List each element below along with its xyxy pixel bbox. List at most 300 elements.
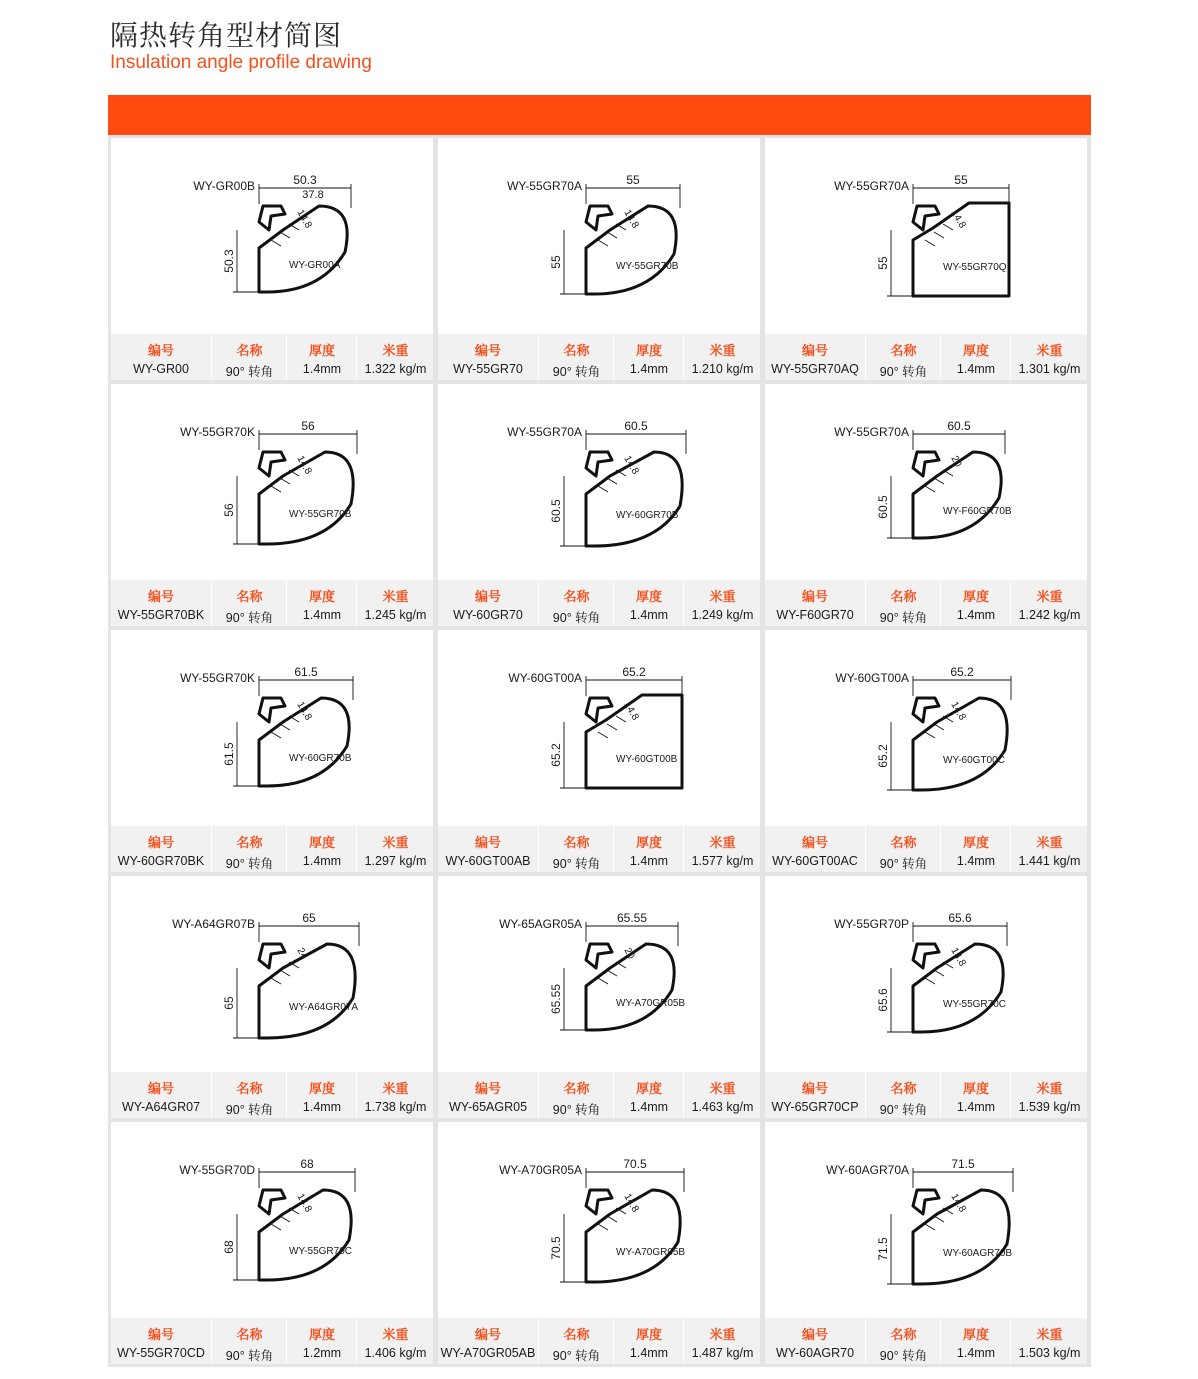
- spec-value-code: WY-60AGR70: [775, 1346, 855, 1360]
- spec-header: 厚度: [308, 344, 335, 359]
- spec-column: [940, 1318, 1011, 1364]
- spec-column: [286, 580, 357, 626]
- width-dimension-label: 55: [626, 173, 640, 187]
- height-dimension-label: 65: [222, 996, 236, 1010]
- spec-header: 名称: [563, 836, 590, 851]
- spec-header: 编号: [801, 836, 828, 851]
- profile-card: [111, 630, 433, 872]
- spec-column: [211, 826, 287, 872]
- spec-header: 编号: [801, 1328, 828, 1343]
- spec-header: 米重: [382, 836, 409, 851]
- spec-table: [765, 580, 1087, 626]
- spec-table: [438, 1318, 760, 1364]
- profile-nose: [586, 452, 612, 476]
- width-dimension-label: 65.55: [616, 911, 648, 925]
- spec-value-thickness: 1.4mm: [629, 1100, 669, 1114]
- profile-card: [765, 138, 1087, 380]
- height-dimension-label: 61.5: [222, 742, 236, 766]
- spec-value-weight: 1.301 kg/m: [1018, 362, 1081, 376]
- spec-table: [438, 580, 760, 626]
- spec-column: [356, 1318, 434, 1364]
- header-bar: [108, 95, 1091, 135]
- width-dimension-label: 65.2: [622, 665, 646, 679]
- spec-column: [765, 580, 865, 626]
- profile-card: [765, 630, 1087, 872]
- spec-header: 厚度: [962, 1328, 989, 1343]
- profile-drawing: [765, 384, 1087, 580]
- spec-value-code: WY-A70GR05AB: [440, 1346, 536, 1360]
- profile-nose: [913, 944, 939, 968]
- spec-value-weight: 1.487 kg/m: [691, 1346, 754, 1360]
- spec-value-code: WY-GR00: [133, 362, 189, 376]
- spec-column: [865, 1318, 941, 1364]
- spec-table: [438, 334, 760, 380]
- spec-value-name: 90° 转角: [879, 857, 928, 871]
- spec-header: 厚度: [635, 1328, 662, 1343]
- spec-value-name: 90° 转角: [879, 365, 928, 379]
- spec-column: [356, 826, 434, 872]
- part-label-top: WY-60GT00A: [835, 671, 909, 685]
- spec-value-code: WY-65AGR05: [448, 1100, 528, 1114]
- part-label-main: WY-55GR70Q: [943, 262, 1007, 273]
- profile-card: [438, 876, 760, 1118]
- spec-header: 名称: [890, 590, 917, 605]
- spec-table: [765, 1318, 1087, 1364]
- spec-value-code: WY-60GR70: [453, 608, 523, 622]
- part-label-main: WY-F60GR70B: [943, 506, 1012, 517]
- profile-card: [438, 138, 760, 380]
- part-label-main: WY-A70GR05B: [616, 1247, 686, 1258]
- spec-value-name: 90° 转角: [225, 1103, 274, 1117]
- spec-header: 名称: [890, 344, 917, 359]
- spec-header: 米重: [382, 1328, 409, 1343]
- spec-header: 米重: [1036, 344, 1063, 359]
- profile-drawing: [765, 1122, 1087, 1318]
- strip-width-label: 24: [294, 946, 310, 962]
- height-dimension-label: 60.5: [876, 495, 890, 519]
- spec-column: [111, 826, 211, 872]
- spec-value-code: WY-65GR70CP: [771, 1100, 859, 1114]
- spec-header: 名称: [563, 344, 590, 359]
- part-label-top: WY-A64GR07B: [172, 917, 255, 931]
- part-label-top: WY-55GR70D: [179, 1163, 255, 1177]
- spec-header: 米重: [709, 590, 736, 605]
- profile-drawing: [438, 1122, 760, 1318]
- profile-card: [111, 138, 433, 380]
- spec-column: [865, 580, 941, 626]
- spec-value-code: WY-60GR70BK: [117, 854, 205, 868]
- spec-value-name: 90° 转角: [879, 611, 928, 625]
- spec-value-code: WY-60GT00AC: [772, 854, 858, 868]
- spec-header: 名称: [890, 1328, 917, 1343]
- spec-table: [765, 1072, 1087, 1118]
- spec-column: [613, 334, 684, 380]
- spec-value-weight: 1.242 kg/m: [1018, 608, 1081, 622]
- spec-header: 米重: [1036, 836, 1063, 851]
- spec-column: [211, 1072, 287, 1118]
- spec-value-weight: 1.210 kg/m: [691, 362, 754, 376]
- inner-width-dimension-label: 37.8: [302, 189, 324, 201]
- width-dimension-label: 65.6: [948, 911, 972, 925]
- height-dimension-label: 60.5: [549, 499, 563, 523]
- spec-header: 编号: [474, 344, 501, 359]
- width-dimension-label: 50.3: [293, 173, 317, 187]
- spec-column: [1010, 1072, 1088, 1118]
- spec-column: [211, 580, 287, 626]
- spec-header: 编号: [147, 344, 174, 359]
- spec-column: [538, 1072, 614, 1118]
- part-label-main: WY-55GR70B: [616, 261, 679, 272]
- spec-header: 编号: [147, 1082, 174, 1097]
- profile-card: [765, 876, 1087, 1118]
- spec-header: 编号: [474, 1082, 501, 1097]
- profile-card: [438, 1122, 760, 1364]
- spec-table: [765, 334, 1087, 380]
- page-title: 隔热转角型材简图: [110, 19, 343, 52]
- spec-header: 编号: [147, 1328, 174, 1343]
- spec-value-name: 90° 转角: [552, 1349, 601, 1363]
- width-dimension-label: 65.2: [950, 665, 974, 679]
- spec-header: 米重: [709, 1082, 736, 1097]
- profile-card: [111, 876, 433, 1118]
- spec-table: [111, 826, 433, 872]
- strip-width-label: 14.8: [948, 1192, 968, 1215]
- spec-column: [438, 334, 538, 380]
- profile-drawing: [438, 138, 760, 334]
- profile-drawing: [111, 1122, 433, 1318]
- profile-nose: [586, 1190, 612, 1214]
- height-dimension-label: 70.5: [549, 1236, 563, 1260]
- spec-header: 编号: [147, 590, 174, 605]
- profile-card: [111, 1122, 433, 1364]
- spec-header: 名称: [236, 590, 263, 605]
- spec-column: [538, 1318, 614, 1364]
- profile-drawing: [438, 630, 760, 826]
- profile-nose: [913, 1190, 939, 1214]
- spec-header: 名称: [236, 1082, 263, 1097]
- spec-table: [111, 580, 433, 626]
- spec-table: [438, 1072, 760, 1118]
- spec-value-weight: 1.577 kg/m: [691, 854, 754, 868]
- spec-header: 名称: [236, 836, 263, 851]
- spec-column: [356, 334, 434, 380]
- strip-width-label: 14.8: [948, 946, 968, 969]
- height-dimension-label: 56: [222, 503, 236, 517]
- spec-column: [683, 826, 761, 872]
- spec-header: 米重: [1036, 1328, 1063, 1343]
- spec-column: [940, 1072, 1011, 1118]
- spec-value-weight: 1.406 kg/m: [364, 1346, 427, 1360]
- part-label-main: WY-55GR70C: [943, 999, 1006, 1010]
- profile-nose: [259, 1190, 285, 1214]
- part-label-main: WY-A70GR05B: [616, 998, 686, 1009]
- profile-nose: [259, 698, 285, 722]
- spec-column: [538, 580, 614, 626]
- spec-header: 编号: [147, 836, 174, 851]
- spec-header: 厚度: [635, 590, 662, 605]
- spec-column: [940, 580, 1011, 626]
- strip-width-label: 14.8: [621, 208, 641, 231]
- spec-header: 米重: [709, 344, 736, 359]
- strip-width-label: 14.8: [621, 1192, 641, 1215]
- profile-nose: [586, 944, 612, 968]
- spec-table: [765, 826, 1087, 872]
- spec-column: [111, 580, 211, 626]
- spec-column: [765, 826, 865, 872]
- profile-drawing: [765, 876, 1087, 1072]
- spec-column: [683, 334, 761, 380]
- spec-value-name: 90° 转角: [552, 365, 601, 379]
- profile-drawing: [111, 138, 433, 334]
- spec-column: [211, 1318, 287, 1364]
- spec-column: [613, 826, 684, 872]
- profile-drawing: [438, 384, 760, 580]
- spec-column: [865, 334, 941, 380]
- part-label-top: WY-55GR70K: [180, 425, 255, 439]
- spec-column: [683, 580, 761, 626]
- spec-column: [538, 826, 614, 872]
- spec-header: 名称: [236, 1328, 263, 1343]
- part-label-main: WY-55GR70B: [289, 509, 352, 520]
- height-dimension-label: 65.55: [549, 983, 563, 1015]
- spec-column: [286, 826, 357, 872]
- profile-outline: [259, 944, 355, 1038]
- spec-header: 名称: [890, 1082, 917, 1097]
- spec-column: [765, 334, 865, 380]
- spec-header: 厚度: [962, 344, 989, 359]
- width-dimension-label: 60.5: [947, 419, 971, 433]
- height-dimension-label: 65.2: [876, 744, 890, 768]
- spec-column: [438, 826, 538, 872]
- spec-column: [865, 1072, 941, 1118]
- spec-header: 米重: [709, 1328, 736, 1343]
- strip-width-label: 14.8: [294, 208, 314, 231]
- part-label-top: WY-55GR70A: [507, 425, 582, 439]
- width-dimension-label: 56: [301, 419, 315, 433]
- spec-value-thickness: 1.4mm: [629, 362, 669, 376]
- part-label-main: WY-60GT00B: [616, 754, 678, 765]
- strip-width-label: 14.8: [621, 454, 641, 477]
- part-label-main: WY-60AGR70B: [943, 1248, 1013, 1259]
- profile-drawing: [438, 876, 760, 1072]
- spec-column: [438, 580, 538, 626]
- spec-header: 米重: [382, 344, 409, 359]
- profile-drawing: [111, 630, 433, 826]
- spec-value-weight: 1.463 kg/m: [691, 1100, 754, 1114]
- spec-column: [765, 1318, 865, 1364]
- spec-header: 名称: [890, 836, 917, 851]
- height-dimension-label: 65.2: [549, 743, 563, 767]
- height-dimension-label: 65.6: [876, 988, 890, 1012]
- spec-header: 厚度: [308, 590, 335, 605]
- profile-card: [765, 1122, 1087, 1364]
- spec-header: 米重: [1036, 590, 1063, 605]
- profile-drawing: [765, 138, 1087, 334]
- spec-header: 编号: [474, 1328, 501, 1343]
- spec-table: [111, 334, 433, 380]
- spec-header: 编号: [801, 344, 828, 359]
- spec-table: [111, 1318, 433, 1364]
- spec-value-thickness: 1.4mm: [629, 1346, 669, 1360]
- spec-value-weight: 1.539 kg/m: [1018, 1100, 1081, 1114]
- profile-nose: [259, 452, 285, 476]
- height-dimension-label: 68: [222, 1240, 236, 1254]
- strip-width-label: 14.8: [948, 208, 968, 231]
- spec-header: 米重: [709, 836, 736, 851]
- spec-column: [438, 1318, 538, 1364]
- strip-width-label: 14.8: [294, 454, 314, 477]
- spec-header: 名称: [236, 344, 263, 359]
- spec-column: [111, 1072, 211, 1118]
- spec-column: [683, 1072, 761, 1118]
- spec-column: [1010, 1318, 1088, 1364]
- spec-column: [286, 1072, 357, 1118]
- part-label-main: WY-60GT00C: [943, 755, 1005, 766]
- spec-column: [940, 826, 1011, 872]
- profile-card: [438, 630, 760, 872]
- profile-card: [765, 384, 1087, 626]
- spec-header: 厚度: [962, 590, 989, 605]
- spec-value-name: 90° 转角: [225, 857, 274, 871]
- spec-value-weight: 1.738 kg/m: [364, 1100, 427, 1114]
- part-label-main: WY-A64GR07A: [289, 1002, 359, 1013]
- part-label-top: WY-60AGR70A: [826, 1163, 909, 1177]
- spec-column: [1010, 826, 1088, 872]
- spec-value-name: 90° 转角: [879, 1103, 928, 1117]
- spec-value-thickness: 1.4mm: [302, 854, 342, 868]
- spec-value-thickness: 1.4mm: [302, 362, 342, 376]
- part-label-main: WY-GR00A: [289, 260, 341, 271]
- profile-card: [111, 384, 433, 626]
- spec-value-weight: 1.441 kg/m: [1018, 854, 1081, 868]
- spec-value-thickness: 1.4mm: [629, 854, 669, 868]
- width-dimension-label: 65: [302, 911, 316, 925]
- spec-header: 编号: [474, 836, 501, 851]
- spec-column: [538, 334, 614, 380]
- spec-column: [765, 1072, 865, 1118]
- spec-value-weight: 1.249 kg/m: [691, 608, 754, 622]
- strip-width-label: 14.8: [294, 1192, 314, 1215]
- spec-header: 编号: [801, 590, 828, 605]
- width-dimension-label: 60.5: [624, 419, 648, 433]
- height-dimension-label: 50.3: [222, 249, 236, 273]
- part-label-top: WY-55GR70K: [180, 671, 255, 685]
- spec-value-code: WY-55GR70CD: [117, 1346, 205, 1360]
- height-dimension-label: 71.5: [876, 1237, 890, 1261]
- spec-value-thickness: 1.4mm: [956, 1100, 996, 1114]
- spec-column: [356, 1072, 434, 1118]
- spec-value-weight: 1.322 kg/m: [364, 362, 427, 376]
- spec-value-thickness: 1.4mm: [302, 608, 342, 622]
- spec-column: [613, 1072, 684, 1118]
- part-label-top: WY-60GT00A: [508, 671, 582, 685]
- spec-header: 名称: [563, 1082, 590, 1097]
- spec-column: [356, 580, 434, 626]
- part-label-top: WY-55GR70A: [834, 179, 909, 193]
- part-label-top: WY-A70GR05A: [499, 1163, 582, 1177]
- profile-nose: [913, 452, 939, 476]
- spec-header: 编号: [801, 1082, 828, 1097]
- width-dimension-label: 70.5: [623, 1157, 647, 1171]
- spec-value-name: 90° 转角: [552, 857, 601, 871]
- spec-column: [613, 580, 684, 626]
- spec-value-code: WY-F60GR70: [776, 608, 854, 622]
- profile-nose: [259, 206, 285, 230]
- part-label-main: WY-60GR70B: [616, 510, 679, 521]
- spec-header: 厚度: [308, 1328, 335, 1343]
- spec-value-thickness: 1.2mm: [302, 1346, 342, 1360]
- spec-value-name: 90° 转角: [225, 1349, 274, 1363]
- spec-column: [286, 1318, 357, 1364]
- spec-header: 名称: [563, 590, 590, 605]
- spec-value-weight: 1.297 kg/m: [364, 854, 427, 868]
- strip-width-label: 14.8: [294, 700, 314, 723]
- spec-header: 厚度: [635, 836, 662, 851]
- spec-header: 米重: [1036, 1082, 1063, 1097]
- spec-value-weight: 1.503 kg/m: [1018, 1346, 1081, 1360]
- strip-width-label: 20: [948, 454, 964, 470]
- strip-width-label: 14.8: [621, 700, 641, 723]
- profile-drawing: [765, 630, 1087, 826]
- profile-nose: [259, 944, 285, 968]
- spec-value-weight: 1.245 kg/m: [364, 608, 427, 622]
- width-dimension-label: 68: [300, 1157, 314, 1171]
- spec-value-code: WY-55GR70BK: [117, 608, 205, 622]
- part-label-top: WY-GR00B: [193, 179, 255, 193]
- profile-card: [438, 384, 760, 626]
- page-subtitle: Insulation angle profile drawing: [110, 52, 372, 73]
- spec-column: [111, 1318, 211, 1364]
- spec-column: [438, 1072, 538, 1118]
- spec-value-name: 90° 转角: [879, 1349, 928, 1363]
- spec-header: 厚度: [635, 344, 662, 359]
- spec-column: [683, 1318, 761, 1364]
- spec-value-code: WY-55GR70: [453, 362, 523, 376]
- profile-nose: [586, 206, 612, 230]
- width-dimension-label: 71.5: [951, 1157, 975, 1171]
- spec-table: [111, 1072, 433, 1118]
- spec-value-name: 90° 转角: [552, 1103, 601, 1117]
- spec-value-thickness: 1.4mm: [956, 854, 996, 868]
- spec-header: 名称: [563, 1328, 590, 1343]
- spec-value-thickness: 1.4mm: [956, 1346, 996, 1360]
- spec-column: [1010, 580, 1088, 626]
- height-dimension-label: 55: [876, 256, 890, 270]
- spec-header: 米重: [382, 590, 409, 605]
- spec-header: 厚度: [308, 836, 335, 851]
- part-label-main: WY-55GR70C: [289, 1246, 352, 1257]
- part-label-top: WY-55GR70P: [834, 917, 909, 931]
- spec-column: [111, 334, 211, 380]
- strip-width-label: 20: [621, 946, 637, 962]
- part-label-top: WY-55GR70A: [507, 179, 582, 193]
- spec-table: [438, 826, 760, 872]
- spec-header: 厚度: [635, 1082, 662, 1097]
- profile-nose: [913, 698, 939, 722]
- spec-value-thickness: 1.4mm: [956, 362, 996, 376]
- spec-value-name: 90° 转角: [225, 365, 274, 379]
- spec-header: 厚度: [308, 1082, 335, 1097]
- part-label-top: WY-55GR70A: [834, 425, 909, 439]
- profile-drawing: [111, 876, 433, 1072]
- spec-column: [286, 334, 357, 380]
- spec-value-thickness: 1.4mm: [956, 608, 996, 622]
- strip-width-label: 14.8: [948, 700, 968, 723]
- part-label-main: WY-60GR70B: [289, 753, 352, 764]
- spec-value-name: 90° 转角: [225, 611, 274, 625]
- spec-column: [211, 334, 287, 380]
- spec-value-code: WY-60GT00AB: [445, 854, 531, 868]
